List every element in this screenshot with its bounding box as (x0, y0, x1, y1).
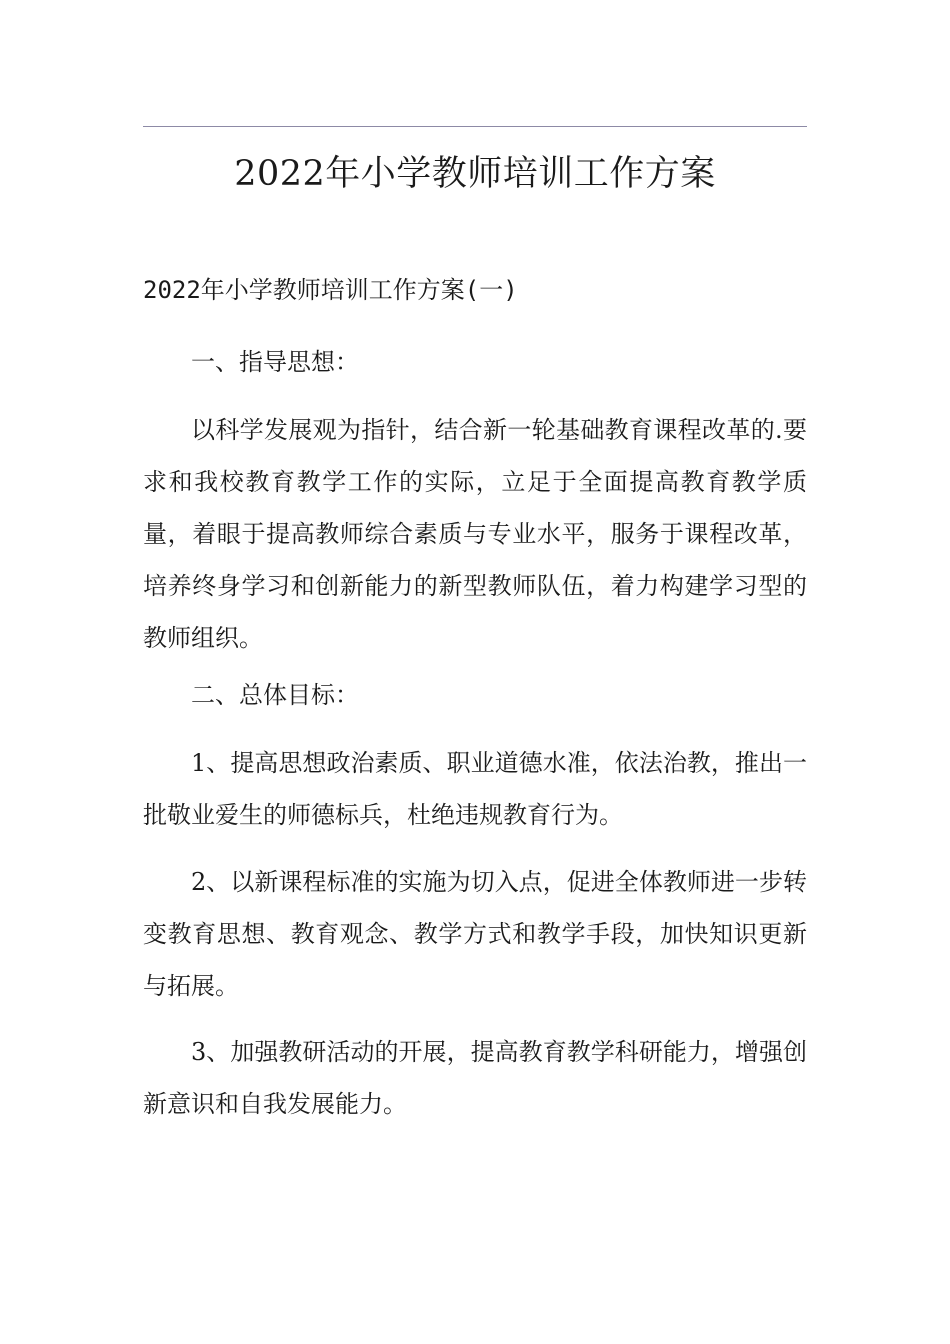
goal-item-2: 2、以新课程标准的实施为切入点，促进全体教师进一步转变教育思想、教育观念、教学方式和教学手段，加快知识更新与拓展。 (143, 868, 807, 1000)
paragraph-guiding-thought: 以科学发展观为指针，结合新一轮基础教育课程改革的.要求和我校教育教学工作的实际，立足于全面提高教育教学质量，着眼于提高教师综合素质与专业水平，服务于课程改革，培养终身学习和创新能力的新型教师队伍，着力构建学习型的教师组织。 (143, 416, 807, 652)
document-title: 2022年小学教师培训工作方案 (234, 154, 716, 194)
goal-item-1: 1、提高思想政治素质、职业道德水准，依法治教，推出一批敬业爱生的师德标兵，杜绝违规教育行为。 (143, 749, 807, 829)
document-subheading: 2022年小学教师培训工作方案(一) (143, 276, 518, 304)
header-rule (143, 126, 807, 127)
goal-item-3: 3、加强教研活动的开展，提高教育教学科研能力，增强创新意识和自我发展能力。 (143, 1038, 807, 1118)
section-heading-guiding-thought: 一、指导思想： (191, 348, 359, 376)
section-heading-overall-goals: 二、总体目标： (191, 681, 359, 709)
